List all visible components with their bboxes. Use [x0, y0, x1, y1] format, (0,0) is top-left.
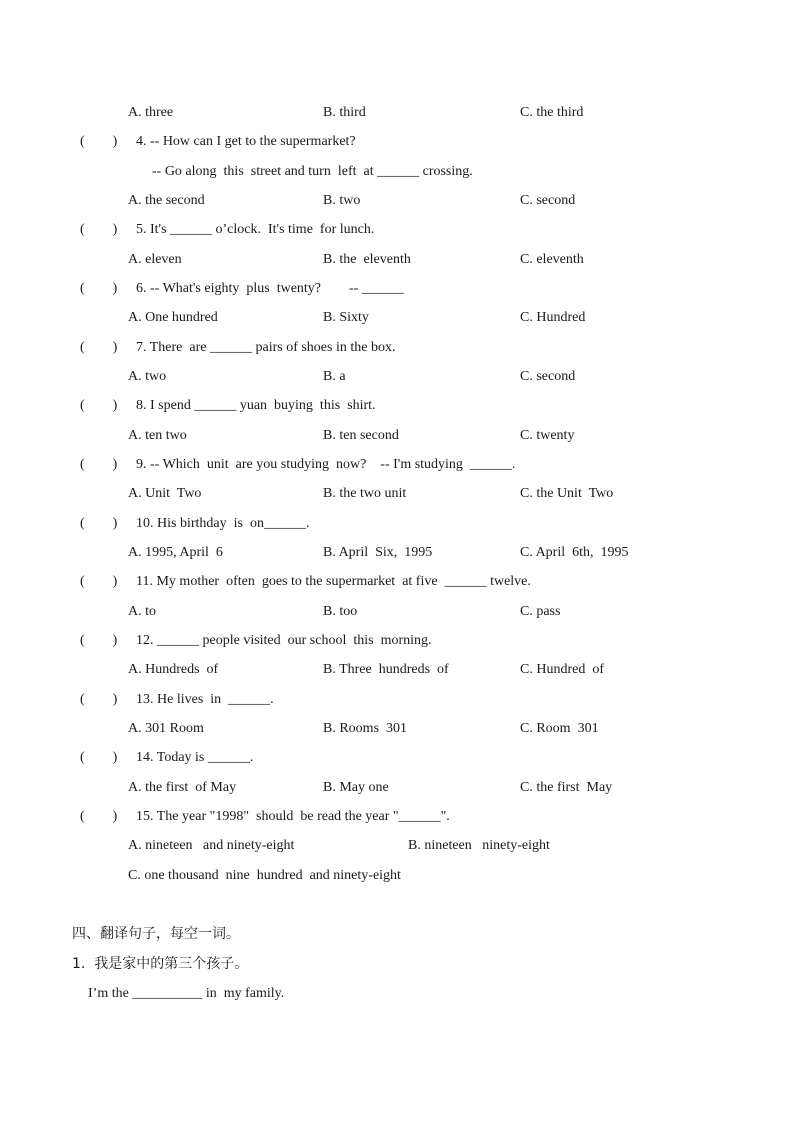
question-15-option-a: A. nineteen and ninety-eight	[128, 838, 295, 853]
question-6-stem: 6. -- What's eighty plus twenty? -- ______	[136, 281, 404, 296]
answer-paren-7[interactable]: ( )	[80, 340, 118, 355]
question-5-stem: 5. It's ______ o’clock. It's time for lunch.	[136, 222, 375, 237]
question-8-option-b: B. ten second	[323, 428, 399, 443]
question-12-option-a: A. Hundreds of	[128, 662, 219, 677]
question-10-option-c: C. April 6th, 1995	[520, 545, 629, 560]
question-13-option-b: B. Rooms 301	[323, 721, 408, 736]
question-6-option-c: C. Hundred	[520, 310, 586, 325]
question-4-option-a: A. the second	[128, 193, 205, 208]
question-12-option-b: B. Three hundreds of	[323, 662, 449, 677]
answer-paren-5[interactable]: ( )	[80, 222, 118, 237]
question-10-option-a: A. 1995, April 6	[128, 545, 223, 560]
q3-option-b: B. third	[323, 105, 366, 120]
question-8-stem: 8. I spend ______ yuan buying this shirt.	[136, 398, 376, 413]
question-15-option-c: C. one thousand nine hundred and ninety-eight	[128, 868, 401, 883]
question-7-option-b: B. a	[323, 369, 346, 384]
section-4-heading: 四、翻译句子，每空一词。	[72, 926, 240, 942]
answer-paren-15[interactable]: ( )	[80, 809, 118, 824]
answer-paren-4[interactable]: ( )	[80, 134, 118, 149]
question-13-option-a: A. 301 Room	[128, 721, 204, 736]
question-10-option-b: B. April Six, 1995	[323, 545, 433, 560]
question-11-option-c: C. pass	[520, 604, 561, 619]
answer-paren-11[interactable]: ( )	[80, 574, 118, 589]
question-9-option-a: A. Unit Two	[128, 486, 202, 501]
answer-paren-10[interactable]: ( )	[80, 516, 118, 531]
question-14-option-c: C. the first May	[520, 780, 613, 795]
question-10-stem: 10. His birthday is on______.	[136, 516, 310, 531]
question-4-option-b: B. two	[323, 193, 361, 208]
question-8-option-a: A. ten two	[128, 428, 187, 443]
question-15-stem: 15. The year "1998" should be read the year "______".	[136, 809, 450, 824]
question-7-stem: 7. There are ______ pairs of shoes in the box.	[136, 340, 396, 355]
question-14-option-b: B. May one	[323, 780, 389, 795]
answer-paren-13[interactable]: ( )	[80, 692, 118, 707]
question-4-option-c: C. second	[520, 193, 576, 208]
question-14-stem: 14. Today is ______.	[136, 750, 254, 765]
question-6-option-b: B. Sixty	[323, 310, 369, 325]
answer-paren-8[interactable]: ( )	[80, 398, 118, 413]
q3-option-c: C. the third	[520, 105, 584, 120]
question-7-option-a: A. two	[128, 369, 167, 384]
answer-paren-14[interactable]: ( )	[80, 750, 118, 765]
question-13-option-c: C. Room 301	[520, 721, 599, 736]
question-9-stem: 9. -- Which unit are you studying now? -- I'm studying ______.	[136, 457, 516, 472]
question-5-option-c: C. eleventh	[520, 252, 584, 267]
answer-paren-12[interactable]: ( )	[80, 633, 118, 648]
question-15-option-b: B. nineteen ninety-eight	[408, 838, 550, 853]
question-9-option-b: B. the two unit	[323, 486, 407, 501]
question-7-option-c: C. second	[520, 369, 576, 384]
answer-paren-9[interactable]: ( )	[80, 457, 118, 472]
translation-q1-english: I’m the __________ in my family.	[88, 986, 285, 1001]
question-14-option-a: A. the first of May	[128, 780, 237, 795]
question-4-stem-reply: -- Go along this street and turn left at ______ crossing.	[152, 164, 473, 179]
question-11-option-b: B. too	[323, 604, 358, 619]
question-13-stem: 13. He lives in ______.	[136, 692, 274, 707]
question-6-option-a: A. One hundred	[128, 310, 218, 325]
question-12-stem: 12. ______ people visited our school this morning.	[136, 633, 432, 648]
question-11-option-a: A. to	[128, 604, 156, 619]
translation-q1-chinese: 1. 我是家中的第三个孩子。	[72, 956, 249, 972]
answer-paren-6[interactable]: ( )	[80, 281, 118, 296]
question-12-option-c: C. Hundred of	[520, 662, 604, 677]
q3-option-a: A. three	[128, 105, 174, 120]
question-5-option-a: A. eleven	[128, 252, 182, 267]
question-11-stem: 11. My mother often goes to the supermarket at five ______ twelve.	[136, 574, 531, 589]
question-5-option-b: B. the eleventh	[323, 252, 411, 267]
question-9-option-c: C. the Unit Two	[520, 486, 614, 501]
question-8-option-c: C. twenty	[520, 428, 575, 443]
question-4-stem: 4. -- How can I get to the supermarket?	[136, 134, 356, 149]
